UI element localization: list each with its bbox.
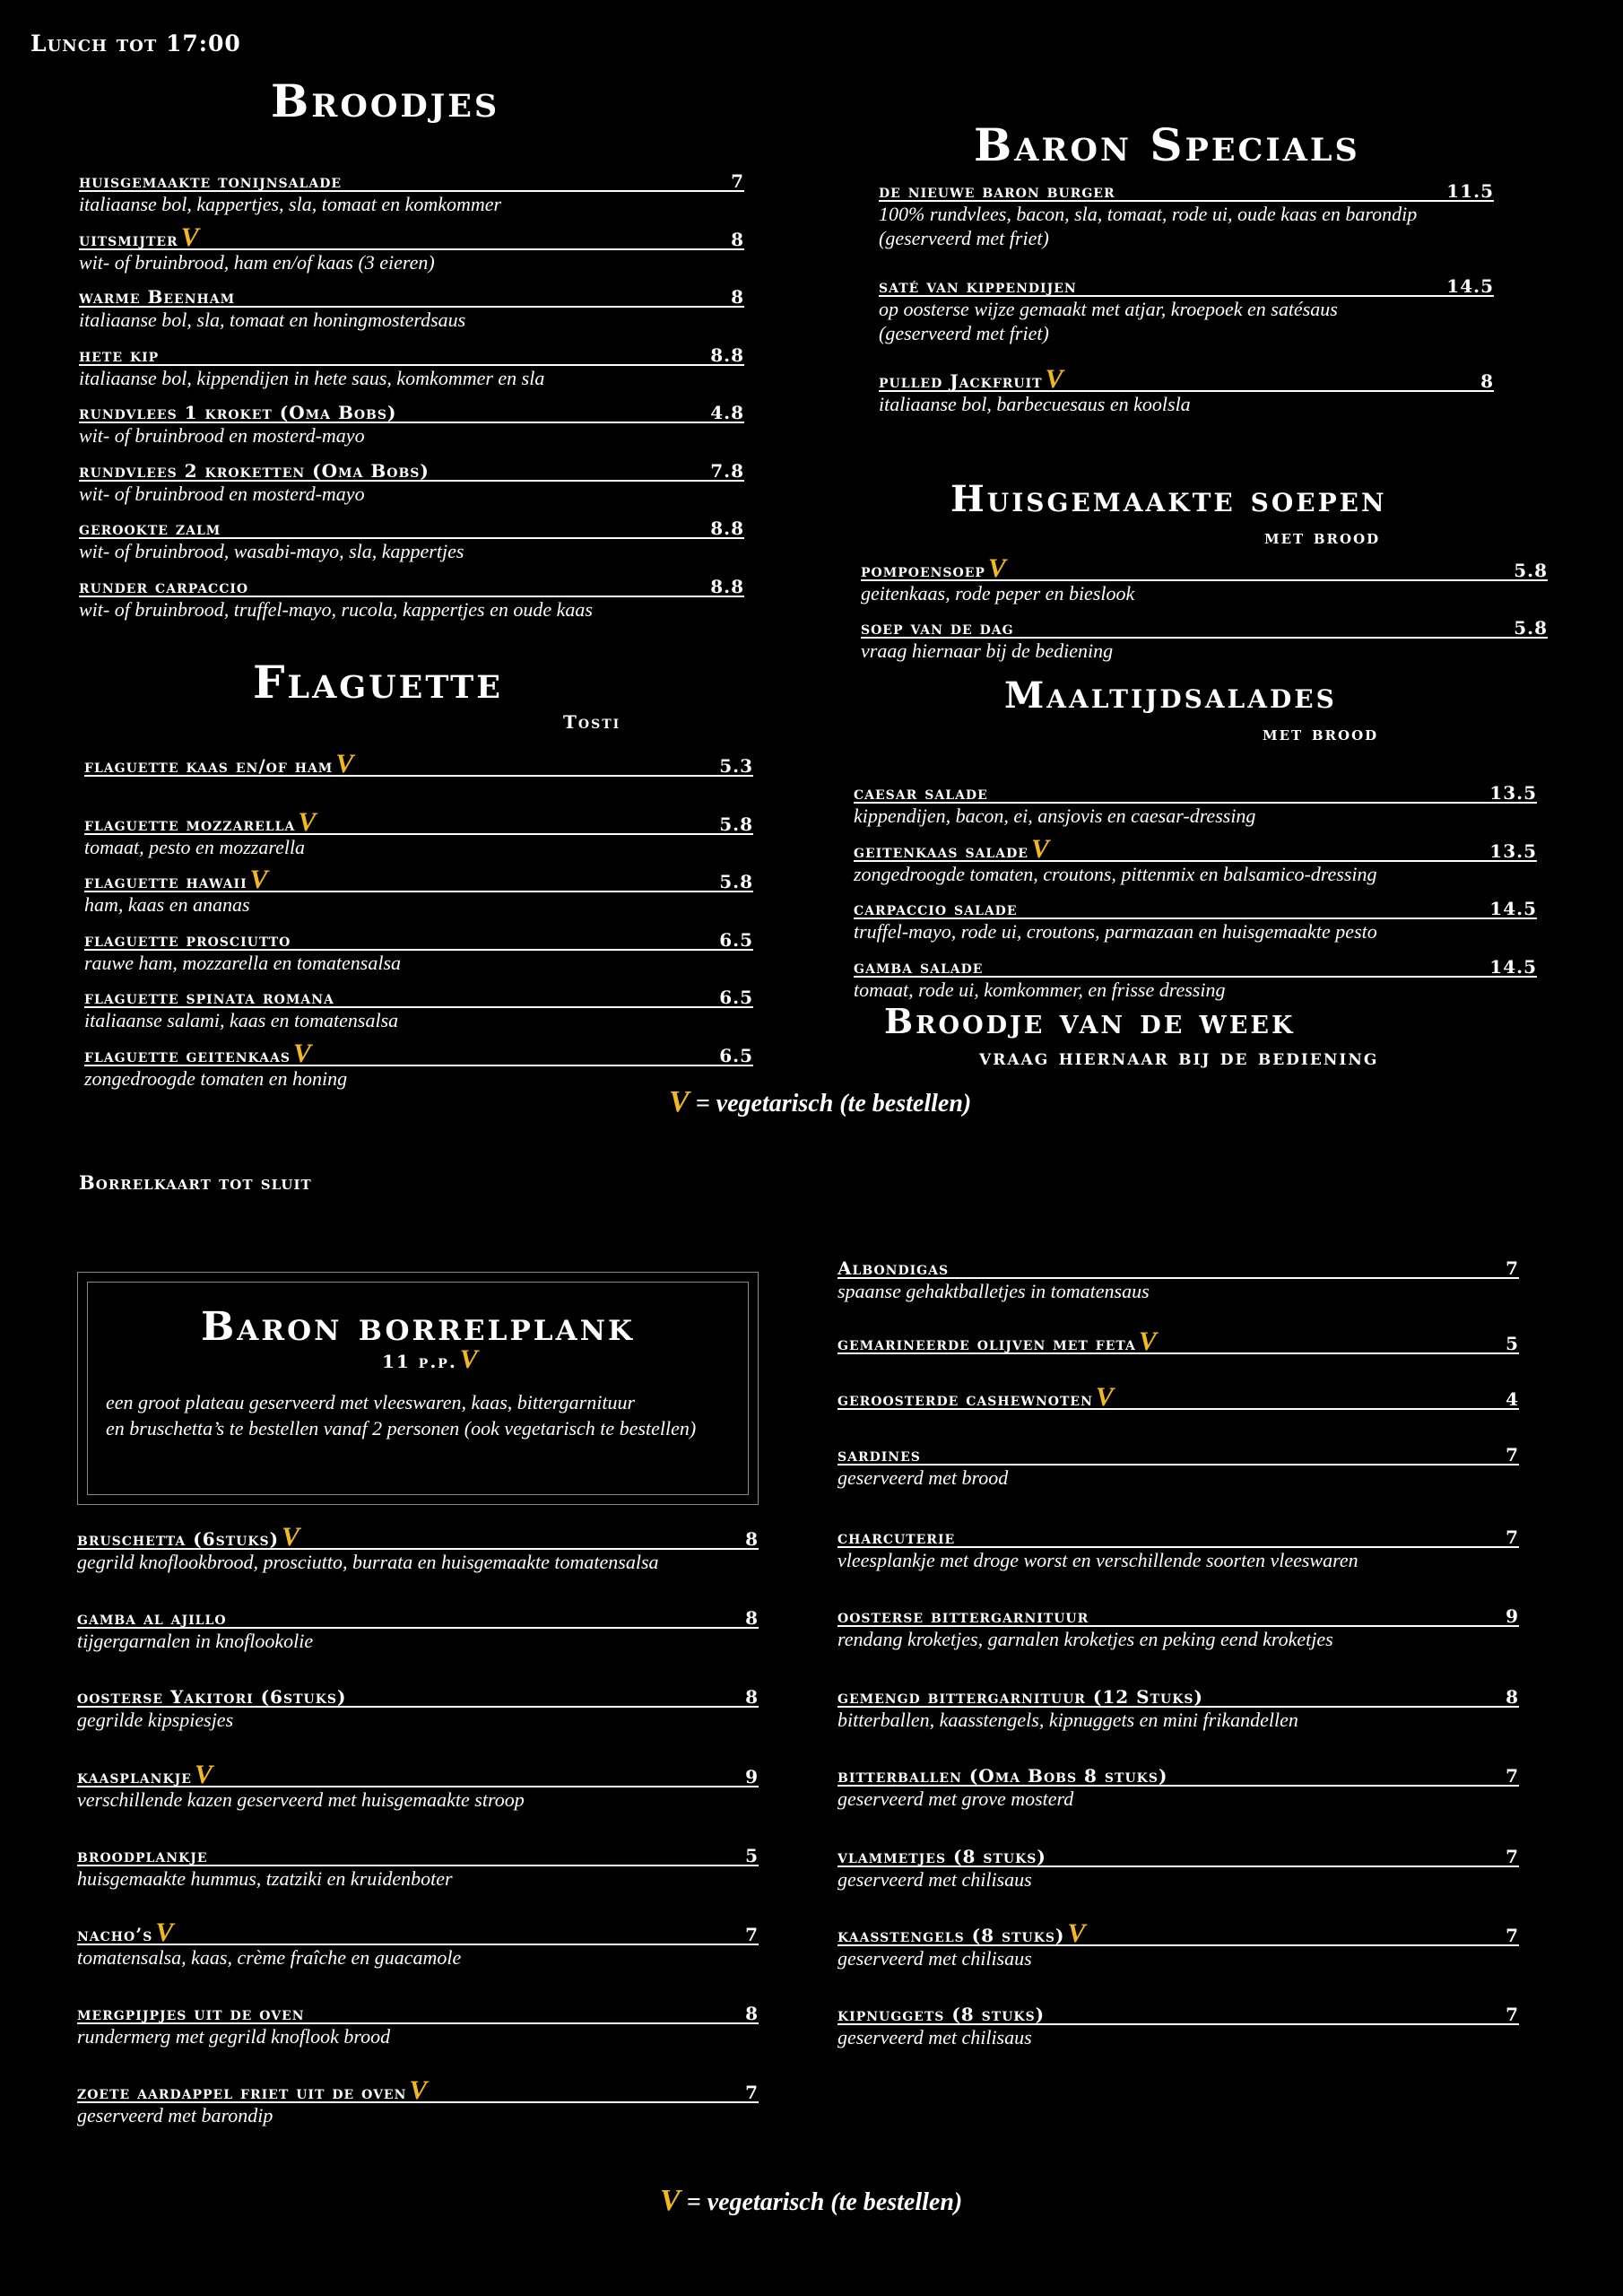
broodje-week-subtitle: vraag hiernaar bij de bediening	[979, 1044, 1379, 1070]
menu-item-name: bruschetta (6stuks)	[77, 1528, 280, 1550]
menu-item-price: 7	[745, 2082, 759, 2104]
menu-item-description: wit- of bruinbrood en mosterd-mayo	[79, 482, 365, 505]
broodje-week-title: Broodje van de week	[884, 1001, 1296, 1041]
menu-item-description: spaanse gehaktballetjes in tomatensaus	[838, 1280, 1150, 1302]
menu-item-name: de nieuwe baron burger	[879, 180, 1115, 202]
menu-item	[854, 894, 1537, 944]
menu-item-price: 5.8	[1514, 617, 1548, 639]
menu-item	[77, 1920, 759, 1970]
menu-item	[77, 2075, 759, 2127]
menu-item-name: uitsmijter	[79, 228, 178, 250]
menu-item-description: geserveerd met grove mosterd	[838, 1787, 1074, 1810]
menu-item-price: 5.3	[719, 755, 753, 777]
menu-item-header	[838, 1326, 1519, 1356]
menu-item	[838, 1254, 1519, 1303]
vegetarian-check-icon: V	[1045, 364, 1063, 394]
vegetarian-check-icon: V	[249, 865, 268, 894]
menu-item-price: 9	[1506, 1605, 1519, 1627]
menu-item	[854, 833, 1537, 886]
menu-item	[854, 952, 1537, 1002]
menu-item-description: italiaanse bol, kippendijen in hete saus, komkommer en sla	[79, 366, 545, 389]
menu-item-name: Albondigas	[838, 1257, 950, 1279]
menu-item-header	[84, 1038, 753, 1068]
flaguette-subtitle: Tosti	[563, 711, 621, 733]
lunch-label: Lunch tot 17:00	[30, 30, 241, 57]
menu-item-header	[77, 1759, 759, 1789]
menu-item-header	[838, 1842, 1519, 1867]
menu-item-price: 4.8	[710, 402, 744, 423]
vegetarian-check-icon: V	[298, 806, 317, 837]
menu-item-description: tomatensalsa, kaas, crème fraîche en guacamole	[77, 1946, 462, 1969]
menu-item-price: 11.5	[1446, 180, 1494, 202]
menu-item-price: 7	[1506, 1444, 1519, 1465]
menu-item-header	[77, 1920, 759, 1945]
vegetarian-check-icon: V	[1095, 1382, 1114, 1412]
menu-item-price: 5.8	[1514, 560, 1548, 581]
vegetarian-check-icon: V	[194, 1759, 213, 1789]
menu-item-price: 5	[745, 1844, 759, 1866]
menu-item-price: 6.5	[719, 1044, 753, 1066]
menu-item-name: flaguette spinata romana	[84, 987, 334, 1008]
menu-item-price: 8.8	[710, 344, 744, 366]
menu-item-name: warme Beenham	[79, 286, 236, 308]
menu-item	[838, 1602, 1519, 1651]
menu-item-header	[77, 1999, 759, 2024]
menu-item	[77, 1683, 759, 1732]
menu-item-description: geitenkaas, rode peper en bieslook	[861, 582, 1135, 604]
menu-item	[84, 749, 753, 778]
menu-item-header	[77, 1841, 759, 1866]
menu-item	[879, 364, 1494, 416]
menu-item-price: 5	[1506, 1333, 1519, 1354]
vegetarian-legend	[669, 1085, 971, 1119]
menu-item-description: geserveerd met barondip	[77, 2104, 273, 2127]
menu-item-description: ham, kaas en ananas	[84, 893, 250, 916]
menu-item-header	[838, 1761, 1519, 1787]
menu-item	[77, 1604, 759, 1653]
menu-item	[838, 1326, 1519, 1356]
menu-item	[838, 1761, 1519, 1811]
flaguette-title: Flaguette	[253, 656, 503, 709]
salades-subtitle: met brood	[1263, 722, 1379, 745]
menu-item-description: gegrild knoflookbrood, prosciutto, burrata en huisgemaakte tomatensalsa	[77, 1551, 659, 1573]
menu-item-header	[77, 1683, 759, 1708]
vegetarian-check-icon: V	[155, 1918, 174, 1947]
menu-item-name: pompoensoep	[861, 560, 985, 581]
menu-item-name: huisgemaakte tonijnsalade	[79, 170, 343, 192]
menu-item-price: 13.5	[1489, 782, 1537, 804]
menu-item-header	[79, 398, 744, 423]
borrel-label: Borrelkaart tot sluit	[79, 1171, 312, 1194]
menu-item-name: oosterse Yakitori (6stuks)	[77, 1686, 347, 1709]
menu-item-name: oosterse bittergarnituur	[838, 1605, 1089, 1627]
menu-item	[79, 457, 744, 506]
menu-item	[77, 1759, 759, 1812]
vegetarian-check-icon: V	[459, 1344, 478, 1374]
vegetarian-check-icon: V	[1138, 1326, 1157, 1356]
vegetarian-legend-bottom	[660, 2184, 962, 2218]
menu-item	[879, 272, 1494, 345]
menu-item-price: 14.5	[1446, 275, 1494, 297]
menu-item-price: 4	[1506, 1388, 1519, 1410]
borrelplank-desc-1: een groot plateau geserveerd met vleeswaren, kaas, bittergarnituur	[106, 1391, 636, 1413]
menu-item-name: flaguette mozzarella	[84, 813, 296, 835]
menu-item	[838, 1382, 1519, 1412]
menu-item-price: 7	[1506, 1526, 1519, 1548]
menu-item-header	[854, 833, 1537, 864]
menu-item-description: wit- of bruinbrood, wasabi-mayo, sla, kappertjes	[79, 540, 464, 562]
menu-item-price: 13.5	[1489, 839, 1537, 862]
menu-item-description: geserveerd met chilisaus	[838, 1868, 1032, 1891]
menu-item	[77, 1999, 759, 2048]
menu-item-name: saté van kippendijen	[879, 275, 1077, 297]
borrelplank-title: Baron borrelplank	[201, 1304, 635, 1350]
menu-item-price: 7	[1506, 1765, 1519, 1787]
vegetarian-check-icon: V	[180, 222, 199, 252]
vegetarian-legend-text: = vegetarisch (te bestellen)	[695, 1090, 972, 1118]
menu-item-name: rundvlees 1 kroket (Oma Bobs)	[79, 402, 397, 423]
vegetarian-check-icon: V	[409, 2075, 428, 2106]
vegetarian-legend-text: = vegetarisch (te bestellen)	[686, 2188, 963, 2216]
menu-item-price: 8	[745, 1528, 759, 1550]
menu-item-header	[84, 983, 753, 1008]
specials-title: Baron Specials	[974, 118, 1360, 171]
menu-item-description: gegrilde kipspiesjes	[77, 1709, 234, 1732]
menu-item-description: 100% rundvlees, bacon, sla, tomaat, rode ui, oude kaas en barondip	[879, 203, 1418, 225]
menu-item-price: 7.8	[710, 459, 744, 482]
menu-item-name: nacho’s	[77, 1924, 153, 1945]
menu-item-name: gamba salade	[854, 955, 984, 978]
menu-item	[861, 553, 1548, 605]
menu-item	[79, 514, 744, 563]
menu-item	[79, 398, 744, 448]
menu-item-name: pulled Jackfruit	[879, 370, 1043, 392]
soepen-subtitle: met brood	[1264, 526, 1381, 549]
menu-item-header	[79, 283, 744, 308]
menu-item	[838, 1683, 1519, 1732]
broodjes-title: Broodjes	[271, 74, 500, 127]
menu-item	[838, 1523, 1519, 1572]
menu-item-description: vraag hiernaar bij de bediening	[861, 639, 1114, 662]
menu-item-description: wit- of bruinbrood en mosterd-mayo	[79, 424, 365, 447]
menu-item-name: geroosterde cashewnoten	[838, 1388, 1093, 1410]
borrelplank-price-row	[382, 1344, 478, 1374]
menu-item-description: zongedroogde tomaten en honing	[84, 1066, 348, 1090]
menu-item-header	[77, 1604, 759, 1629]
menu-item-description: kippendijen, bacon, ei, ansjovis en caesar-dressing	[854, 804, 1256, 827]
menu-item-description: rendang kroketjes, garnalen kroketjes en peking eend kroketjes	[838, 1628, 1333, 1650]
menu-item-description: geserveerd met chilisaus	[838, 2026, 1032, 2048]
menu-item-price: 7	[1506, 1846, 1519, 1867]
menu-item-description: zongedroogde tomaten, croutons, pittenmix en balsamico-dressing	[854, 862, 1377, 885]
menu-item-header	[84, 806, 753, 837]
menu-item	[77, 1841, 759, 1891]
menu-item	[79, 167, 744, 216]
menu-item-header	[838, 1523, 1519, 1548]
menu-item-header	[838, 1602, 1519, 1627]
menu-item-price: 8.8	[710, 517, 744, 539]
menu-item	[84, 1038, 753, 1091]
menu-item-header	[79, 457, 744, 482]
menu-item-description: italiaanse bol, kappertjes, sla, tomaat en komkommer	[79, 193, 502, 215]
menu-item-description: italiaanse bol, barbecuesaus en koolsla	[879, 393, 1191, 415]
menu-item-name: gerookte zalm	[79, 517, 221, 539]
menu-item	[79, 572, 744, 622]
menu-item-price: 8	[745, 1607, 759, 1630]
menu-item-header	[79, 341, 744, 366]
menu-item-price: 8	[745, 1686, 759, 1709]
menu-item	[879, 177, 1494, 250]
menu-item	[838, 1440, 1519, 1490]
menu-item-name: zoete aardappel friet uit de oven	[77, 2082, 407, 2104]
menu-item-price: 7	[1506, 1925, 1519, 1946]
menu-item-header	[854, 894, 1537, 919]
menu-item-name: bitterballen (Oma Bobs 8 stuks)	[838, 1765, 1168, 1787]
menu-item-name: carpaccio salade	[854, 898, 1018, 919]
vegetarian-check-icon: V	[987, 553, 1006, 583]
menu-item-header	[79, 514, 744, 539]
menu-item-description: verschillende kazen geserveerd met huisgemaakte stroop	[77, 1787, 525, 1811]
menu-item-name: gamba al ajillo	[77, 1607, 227, 1630]
vegetarian-check-icon: V	[660, 2184, 681, 2217]
menu-item-name: geitenkaas salade	[854, 839, 1028, 862]
menu-item-description: wit- of bruinbrood, truffel-mayo, rucola, kappertjes en oude kaas	[79, 597, 593, 621]
menu-item	[84, 806, 753, 859]
menu-item-header	[838, 1382, 1519, 1412]
vegetarian-check-icon: V	[1030, 833, 1049, 864]
menu-item-price: 8.8	[710, 575, 744, 597]
menu-item-price: 8	[731, 286, 744, 308]
menu-item-description: geserveerd met brood	[838, 1466, 1009, 1489]
menu-item-price: 8	[745, 2003, 759, 2025]
menu-item-header	[838, 1918, 1519, 1948]
menu-item-description: tomaat, pesto en mozzarella	[84, 835, 306, 858]
menu-item-header	[838, 1440, 1519, 1465]
menu-item-description: italiaanse salami, kaas en tomatensalsa	[84, 1009, 399, 1031]
menu-item	[838, 2000, 1519, 2049]
menu-item-name: kaasstengels (8 stuks)	[838, 1925, 1065, 1946]
menu-item-price: 7	[745, 1924, 759, 1945]
menu-item-note: (geserveerd met friet)	[879, 322, 1049, 344]
menu-item	[84, 983, 753, 1032]
menu-item-header	[861, 613, 1548, 639]
menu-item	[861, 613, 1548, 663]
menu-item-description: geserveerd met chilisaus	[838, 1947, 1032, 1970]
vegetarian-check-icon: V	[282, 1522, 300, 1552]
menu-item-name: flaguette geitenkaas	[84, 1044, 291, 1066]
menu-item	[77, 1522, 759, 1574]
menu-item-price: 9	[745, 1765, 759, 1787]
menu-item-name: mergpijpjes uit de oven	[77, 2003, 305, 2025]
soepen-title: Huisgemaakte soepen	[950, 478, 1387, 520]
menu-item-name: broodplankje	[77, 1844, 208, 1866]
menu-item-name: kaasplankje	[77, 1765, 192, 1787]
menu-item-header	[879, 364, 1494, 394]
menu-item-name: flaguette prosciutto	[84, 928, 291, 951]
menu-item-name: gemarineerde olijven met feta	[838, 1333, 1136, 1354]
menu-item	[79, 222, 744, 274]
menu-item-name: hete kip	[79, 344, 160, 366]
menu-item-header	[84, 926, 753, 951]
menu-item	[854, 778, 1537, 828]
menu-item	[84, 926, 753, 975]
menu-item-description: tijgergarnalen in knoflookolie	[77, 1630, 314, 1653]
menu-item-price: 7	[1506, 1257, 1519, 1279]
menu-item-price: 14.5	[1489, 955, 1537, 978]
menu-item-header	[77, 2075, 759, 2106]
menu-item-price: 6.5	[719, 987, 753, 1008]
menu-item-description: truffel-mayo, rode ui, croutons, parmazaan en huisgemaakte pesto	[854, 920, 1377, 943]
menu-item-name: runder carpaccio	[79, 575, 249, 597]
menu-item-header	[77, 1522, 759, 1552]
menu-item-header	[79, 167, 744, 192]
menu-item	[79, 283, 744, 332]
menu-item-price: 8	[1506, 1686, 1519, 1708]
menu-item-header	[879, 272, 1494, 297]
menu-item-price: 7	[1506, 2004, 1519, 2025]
menu-item-header	[854, 952, 1537, 978]
menu-item-description: italiaanse bol, sla, tomaat en honingmosterdsaus	[79, 309, 466, 331]
menu-item-name: caesar salade	[854, 782, 988, 804]
menu-item-note: (geserveerd met friet)	[879, 227, 1049, 249]
menu-item-name: gemengd bittergarnituur (12 Stuks)	[838, 1686, 1203, 1708]
menu-item-price: 8	[1480, 370, 1494, 392]
menu-item	[84, 867, 753, 917]
menu-item-header	[79, 222, 744, 252]
menu-item-header	[838, 1683, 1519, 1708]
menu-item-name: flaguette hawaii	[84, 871, 247, 892]
menu-item-price: 8	[731, 228, 744, 250]
menu-item-header	[861, 553, 1548, 583]
menu-item-price: 5.8	[719, 871, 753, 892]
menu-item-price: 5.8	[719, 813, 753, 835]
menu-item-header	[838, 1254, 1519, 1279]
salades-title: Maaltijdsalades	[1004, 674, 1337, 717]
menu-item-description: op oosterse wijze gemaakt met atjar, kroepoek en satésaus	[879, 298, 1338, 320]
vegetarian-check-icon: V	[335, 749, 354, 778]
menu-item-description: vleesplankje met droge worst en verschillende soorten vleeswaren	[838, 1549, 1358, 1571]
menu-item-header	[838, 2000, 1519, 2025]
borrelplank-price: 11 p.p.	[382, 1351, 457, 1372]
borrelplank-desc-2: en bruschetta’s te bestellen vanaf 2 personen (ook vegetarisch te bestellen)	[106, 1417, 697, 1439]
menu-item-price: 7	[731, 170, 744, 192]
menu-item-name: rundvlees 2 kroketten (Oma Bobs)	[79, 459, 430, 482]
menu-item-name: soep van de dag	[861, 617, 1014, 639]
menu-item-header	[84, 749, 753, 778]
menu-item-name: charcuterie	[838, 1526, 956, 1548]
menu-item-price: 6.5	[719, 928, 753, 951]
vegetarian-check-icon: V	[1067, 1918, 1086, 1948]
menu-item-name: flaguette kaas en/of ham	[84, 755, 334, 777]
menu-item	[79, 341, 744, 390]
menu-item-name: kipnuggets (8 stuks)	[838, 2004, 1046, 2025]
menu-item-description: wit- of bruinbrood, ham en/of kaas (3 eieren)	[79, 250, 435, 274]
menu-item-description: rauwe ham, mozzarella en tomatensalsa	[84, 951, 402, 974]
menu-item-header	[79, 572, 744, 597]
menu-item	[838, 1842, 1519, 1892]
menu-item-description: bitterballen, kaasstengels, kipnuggets en mini frikandellen	[838, 1709, 1298, 1731]
vegetarian-check-icon: V	[292, 1038, 311, 1068]
menu-item	[838, 1918, 1519, 1970]
menu-item-description: tomaat, rode ui, komkommer, en frisse dressing	[854, 978, 1226, 1001]
menu-item-price: 14.5	[1489, 898, 1537, 919]
menu-item-header	[879, 177, 1494, 202]
menu-item-header	[854, 778, 1537, 804]
menu-item-name: vlammetjes (8 stuks)	[838, 1846, 1046, 1867]
vegetarian-check-icon: V	[669, 1085, 690, 1118]
menu-item-name: sardines	[838, 1444, 921, 1465]
menu-item-description: rundermerg met gegrild knoflook brood	[77, 2025, 391, 2048]
menu-item-header	[84, 867, 753, 892]
menu-item-description: huisgemaakte hummus, tzatziki en kruidenboter	[77, 1866, 453, 1890]
